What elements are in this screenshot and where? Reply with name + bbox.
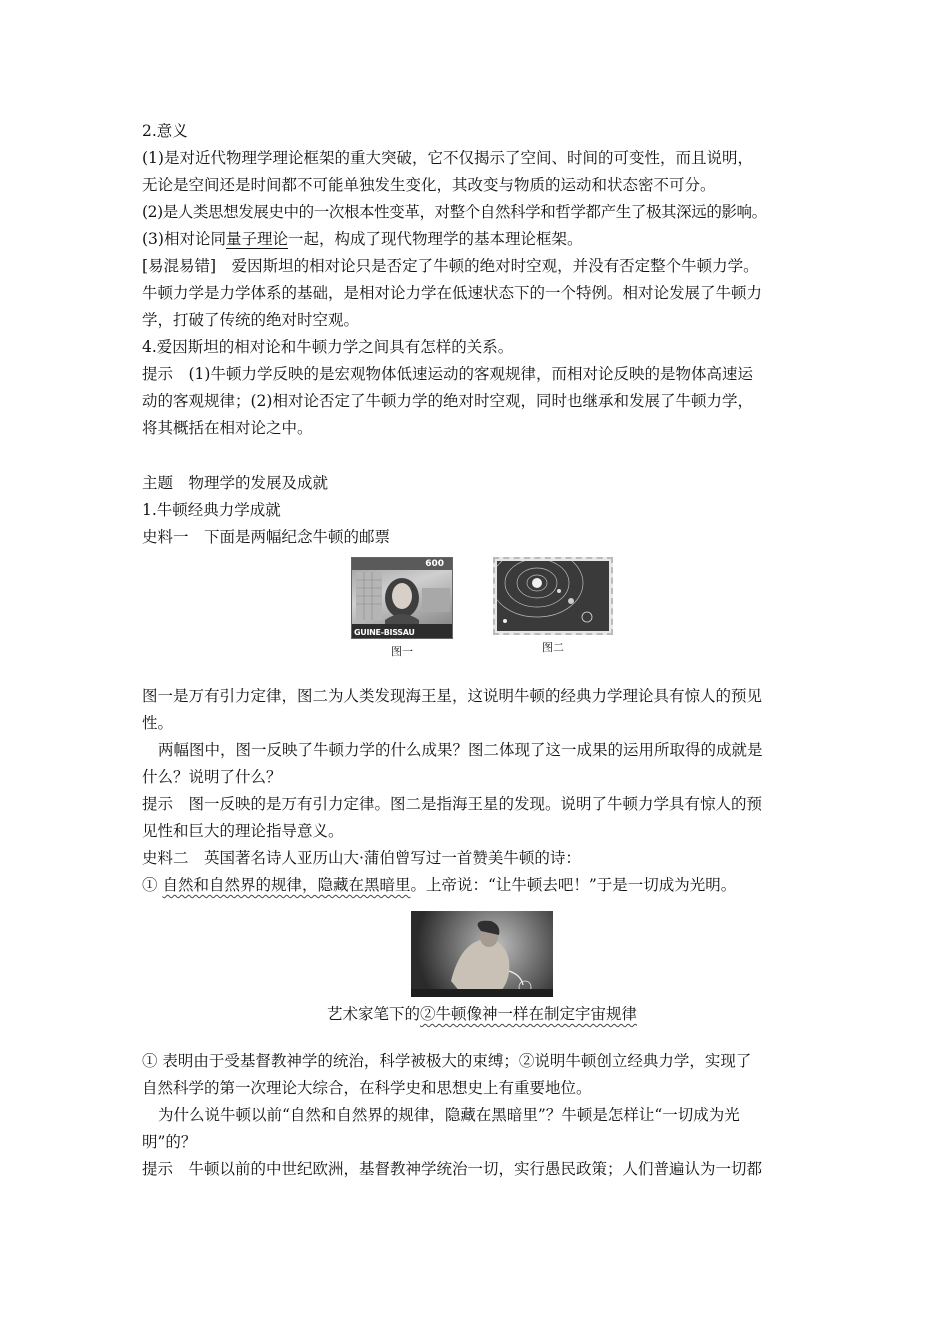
text-span: ① bbox=[142, 876, 163, 894]
underlined-term: 量子理论 bbox=[225, 230, 288, 248]
poem-line bbox=[142, 872, 822, 899]
topic-heading: 主题 物理学的发展及成就 bbox=[142, 474, 329, 492]
question-heading: 4.爱因斯坦的相对论和牛顿力学之间具有怎样的关系。 bbox=[142, 338, 514, 356]
text-span: 。上帝说：“让牛顿去吧！”于是一切成为光明。 bbox=[410, 876, 737, 894]
planet-stamp-image bbox=[493, 557, 613, 635]
paragraph-line: (2)是人类思想发展史中的一次根本性变革，对整个自然科学和哲学都产生了极其深远的影响。 bbox=[142, 203, 767, 221]
stamp-country: GUINE-BISSAU bbox=[354, 628, 415, 637]
question-line: 两幅图中，图一反映了牛顿力学的什么成果？图二体现了这一成果的运用所取得的成就是 bbox=[158, 741, 763, 759]
hint-line: 动的客观规律；(2)相对论否定了牛顿力学的绝对时空观，同时也继承和发展了牛顿力学， bbox=[142, 392, 753, 410]
figure-1 bbox=[351, 557, 453, 659]
figure-caption: 图二 bbox=[542, 641, 564, 654]
paragraph-line: 性。 bbox=[142, 714, 174, 732]
stamp-value: 600 bbox=[425, 559, 444, 569]
subtopic-heading: 1.牛顿经典力学成就 bbox=[142, 501, 281, 519]
solar-system-icon bbox=[497, 561, 609, 631]
text-span: 艺术家笔下的 bbox=[326, 1005, 420, 1023]
wavy-underlined-text: 自然和自然界的规律，隐藏在黑暗里 bbox=[162, 876, 411, 894]
newton-painting-image bbox=[411, 911, 553, 997]
paragraph-line: 牛顿力学是力学体系的基础，是相对论力学在低速状态下的一个特例。相对论发展了牛顿力 bbox=[142, 284, 763, 302]
newton-stamp-image bbox=[351, 557, 453, 639]
paragraph-line: (1)是对近代物理学理论框架的重大突破，它不仅揭示了空间、时间的可变性，而且说明， bbox=[142, 149, 753, 167]
hint-line: 见性和巨大的理论指导意义。 bbox=[142, 822, 344, 840]
section-heading: 2.意义 bbox=[142, 122, 188, 140]
source-line: 史料一 下面是两幅纪念牛顿的邮票 bbox=[142, 528, 391, 546]
paragraph-line: 学，打破了传统的绝对时空观。 bbox=[142, 311, 360, 329]
newton-portrait-icon bbox=[352, 558, 452, 638]
question-line: 什么？说明了什么？ bbox=[142, 768, 282, 786]
question-line: 明”的？ bbox=[142, 1133, 197, 1151]
paragraph-line bbox=[142, 226, 822, 253]
paragraph-line: 自然科学的第一次理论大综合，在科学史和思想史上有重要地位。 bbox=[142, 1079, 592, 1097]
newton-figure-icon bbox=[411, 911, 553, 997]
hint-line: 提示 牛顿以前的中世纪欧洲，基督教神学统治一切，实行愚民政策；人们普遍认为一切都 bbox=[142, 1160, 763, 1178]
document-content bbox=[142, 118, 822, 1183]
question-line: 为什么说牛顿以前“自然和自然界的规律，隐藏在黑暗里”？牛顿是怎样让“一切成为光 bbox=[158, 1106, 740, 1124]
hint-line: 提示 (1)牛顿力学反映的是宏观物体低速运动的客观规律，而相对论反映的是物体高速运 bbox=[142, 365, 753, 383]
figure-2 bbox=[493, 557, 613, 659]
painting-caption bbox=[142, 1001, 822, 1028]
hint-line: 提示 图一反映的是万有引力定律。图二是指海王星的发现。说明了牛顿力学具有惊人的预 bbox=[142, 795, 763, 813]
text-span: (3)相对论同 bbox=[142, 230, 226, 248]
figure-caption: 图一 bbox=[391, 645, 413, 658]
paragraph-line: 图一是万有引力定律，图二为人类发现海王星，这说明牛顿的经典力学理论具有惊人的预见 bbox=[142, 687, 763, 705]
paragraph-line: 无论是空间还是时间都不可能单独发生变化，其改变与物质的运动和状态密不可分。 bbox=[142, 176, 716, 194]
wavy-underlined-text: ②牛顿像神一样在制定宇宙规律 bbox=[420, 1005, 638, 1023]
hint-line: 将其概括在相对论之中。 bbox=[142, 419, 313, 437]
source-line: 史料二 英国著名诗人亚历山大·蒲伯曾写过一首赞美牛顿的诗： bbox=[142, 849, 581, 867]
stamp-figures bbox=[142, 557, 822, 659]
spacer bbox=[142, 663, 822, 683]
paragraph-line: [易混易错] 爱因斯坦的相对论只是否定了牛顿的绝对时空观，并没有否定整个牛顿力学。 bbox=[142, 257, 759, 275]
spacer bbox=[142, 1028, 822, 1048]
spacer bbox=[142, 442, 822, 470]
text-span: 一起，构成了现代物理学的基本理论框架。 bbox=[287, 230, 583, 248]
paragraph-line: ① 表明由于受基督教神学的统治，科学被极大的束缚；②说明牛顿创立经典力学，实现了 bbox=[142, 1052, 752, 1070]
